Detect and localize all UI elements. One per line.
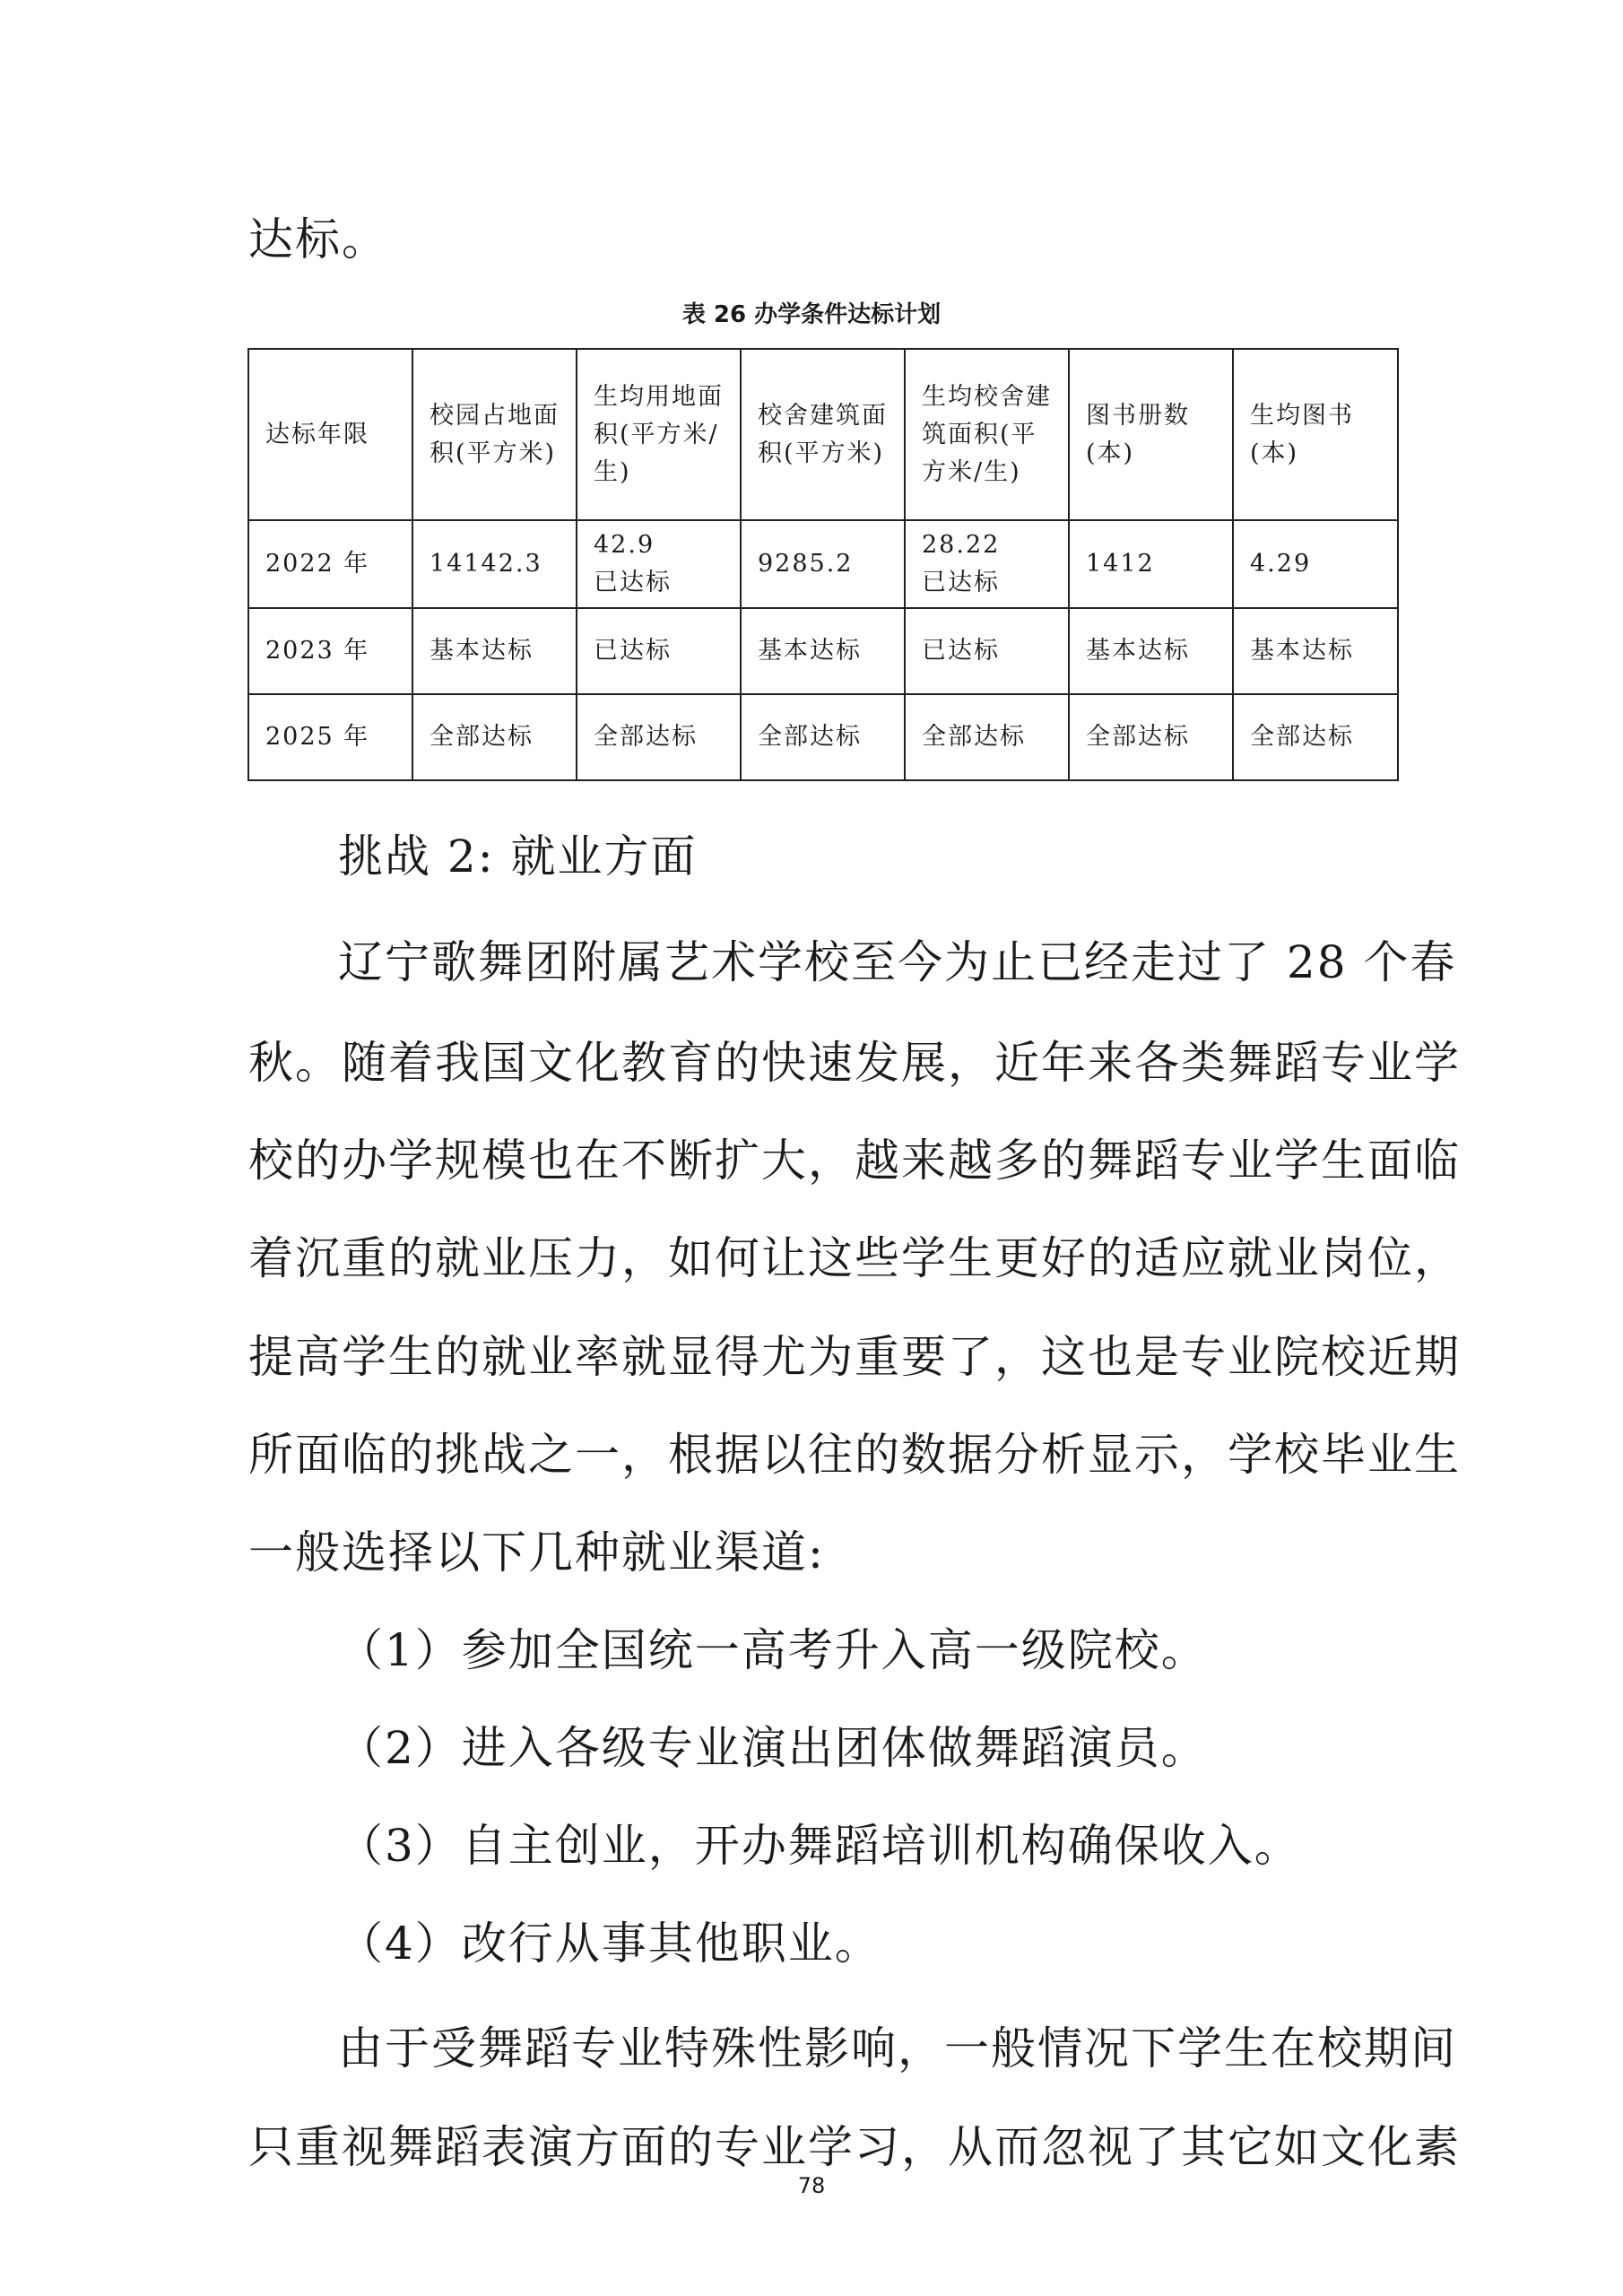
table-cell: 9285.2 (741, 520, 905, 608)
header-cell: 达标年限 (248, 349, 412, 520)
table-cell: 基本达标 (412, 608, 577, 694)
table-cell: 全部达标 (412, 694, 577, 780)
table-cell: 已达标 (905, 608, 1069, 694)
table-cell: 基本达标 (1069, 608, 1233, 694)
table-caption: 表 26 办学条件达标计划 (681, 301, 942, 328)
header-cell: 生均图书(本) (1233, 349, 1398, 520)
list-item: （1）参加全国统一高考升入高一级院校。 (338, 1624, 1208, 1676)
cell-value: 28.22 (922, 531, 1001, 559)
paragraph-line: 提高学生的就业率就显得尤为重要了，这也是专业院校近期 (248, 1331, 1461, 1383)
paragraph-line: 校的办学规模也在不断扩大，越来越多的舞蹈专业学生面临 (248, 1135, 1461, 1187)
table-row (248, 520, 1398, 608)
list-item: （2）进入各级专业演出团体做舞蹈演员。 (338, 1722, 1208, 1774)
continuation-line: 达标。 (248, 213, 388, 265)
table-cell: 基本达标 (1233, 608, 1398, 694)
table-cell: 全部达标 (905, 694, 1069, 780)
table-cell: 全部达标 (1233, 694, 1398, 780)
year-cell: 2023 年 (248, 608, 412, 694)
section-heading: 挑战 2: 就业方面 (338, 831, 698, 883)
header-cell: 校园占地面积(平方米) (412, 349, 577, 520)
table-cell (905, 520, 1069, 608)
table-cell: 全部达标 (1069, 694, 1233, 780)
paragraph-line: 着沉重的就业压力，如何让这些学生更好的适应就业岗位， (248, 1232, 1461, 1284)
cell-note: 已达标 (922, 569, 1000, 596)
list-item: （3）自主创业，开办舞蹈培训机构确保收入。 (338, 1820, 1301, 1872)
cell-value: 42.9 (594, 531, 655, 559)
table-cell: 全部达标 (741, 694, 905, 780)
header-cell: 图书册数(本) (1069, 349, 1233, 520)
paragraph-line: 由于受舞蹈专业特殊性影响，一般情况下学生在校期间 (338, 2022, 1457, 2074)
table-header-row (248, 349, 1398, 520)
paragraph-line: 一般选择以下几种就业渠道: (248, 1526, 825, 1578)
table-row (248, 694, 1398, 780)
table-row (248, 608, 1398, 694)
table-cell: 全部达标 (577, 694, 741, 780)
header-cell: 生均用地面积(平方米/生) (577, 349, 741, 520)
table-cell: 基本达标 (741, 608, 905, 694)
table-cell (577, 520, 741, 608)
table-cell: 4.29 (1233, 520, 1398, 608)
paragraph-line: 秋。随着我国文化教育的快速发展，近年来各类舞蹈专业学 (248, 1037, 1461, 1089)
paragraph-line: 只重视舞蹈表演方面的专业学习，从而忽视了其它如文化素 (248, 2121, 1461, 2173)
header-cell: 校舍建筑面积(平方米) (741, 349, 905, 520)
year-cell: 2025 年 (248, 694, 412, 780)
paragraph-line: 所面临的挑战之一，根据以往的数据分析显示，学校毕业生 (248, 1429, 1461, 1481)
year-cell: 2022 年 (248, 520, 412, 608)
header-cell: 生均校舍建筑面积(平方米/生) (905, 349, 1069, 520)
page-number: 78 (797, 2173, 826, 2198)
table-cell: 1412 (1069, 520, 1233, 608)
list-item: （4）改行从事其他职业。 (338, 1918, 881, 1970)
table-cell: 14142.3 (412, 520, 577, 608)
conditions-table (247, 348, 1399, 781)
cell-note: 已达标 (594, 569, 672, 596)
table-cell: 已达标 (577, 608, 741, 694)
paragraph-line: 辽宁歌舞团附属艺术学校至今为止已经走过了 28 个春 (338, 936, 1457, 988)
